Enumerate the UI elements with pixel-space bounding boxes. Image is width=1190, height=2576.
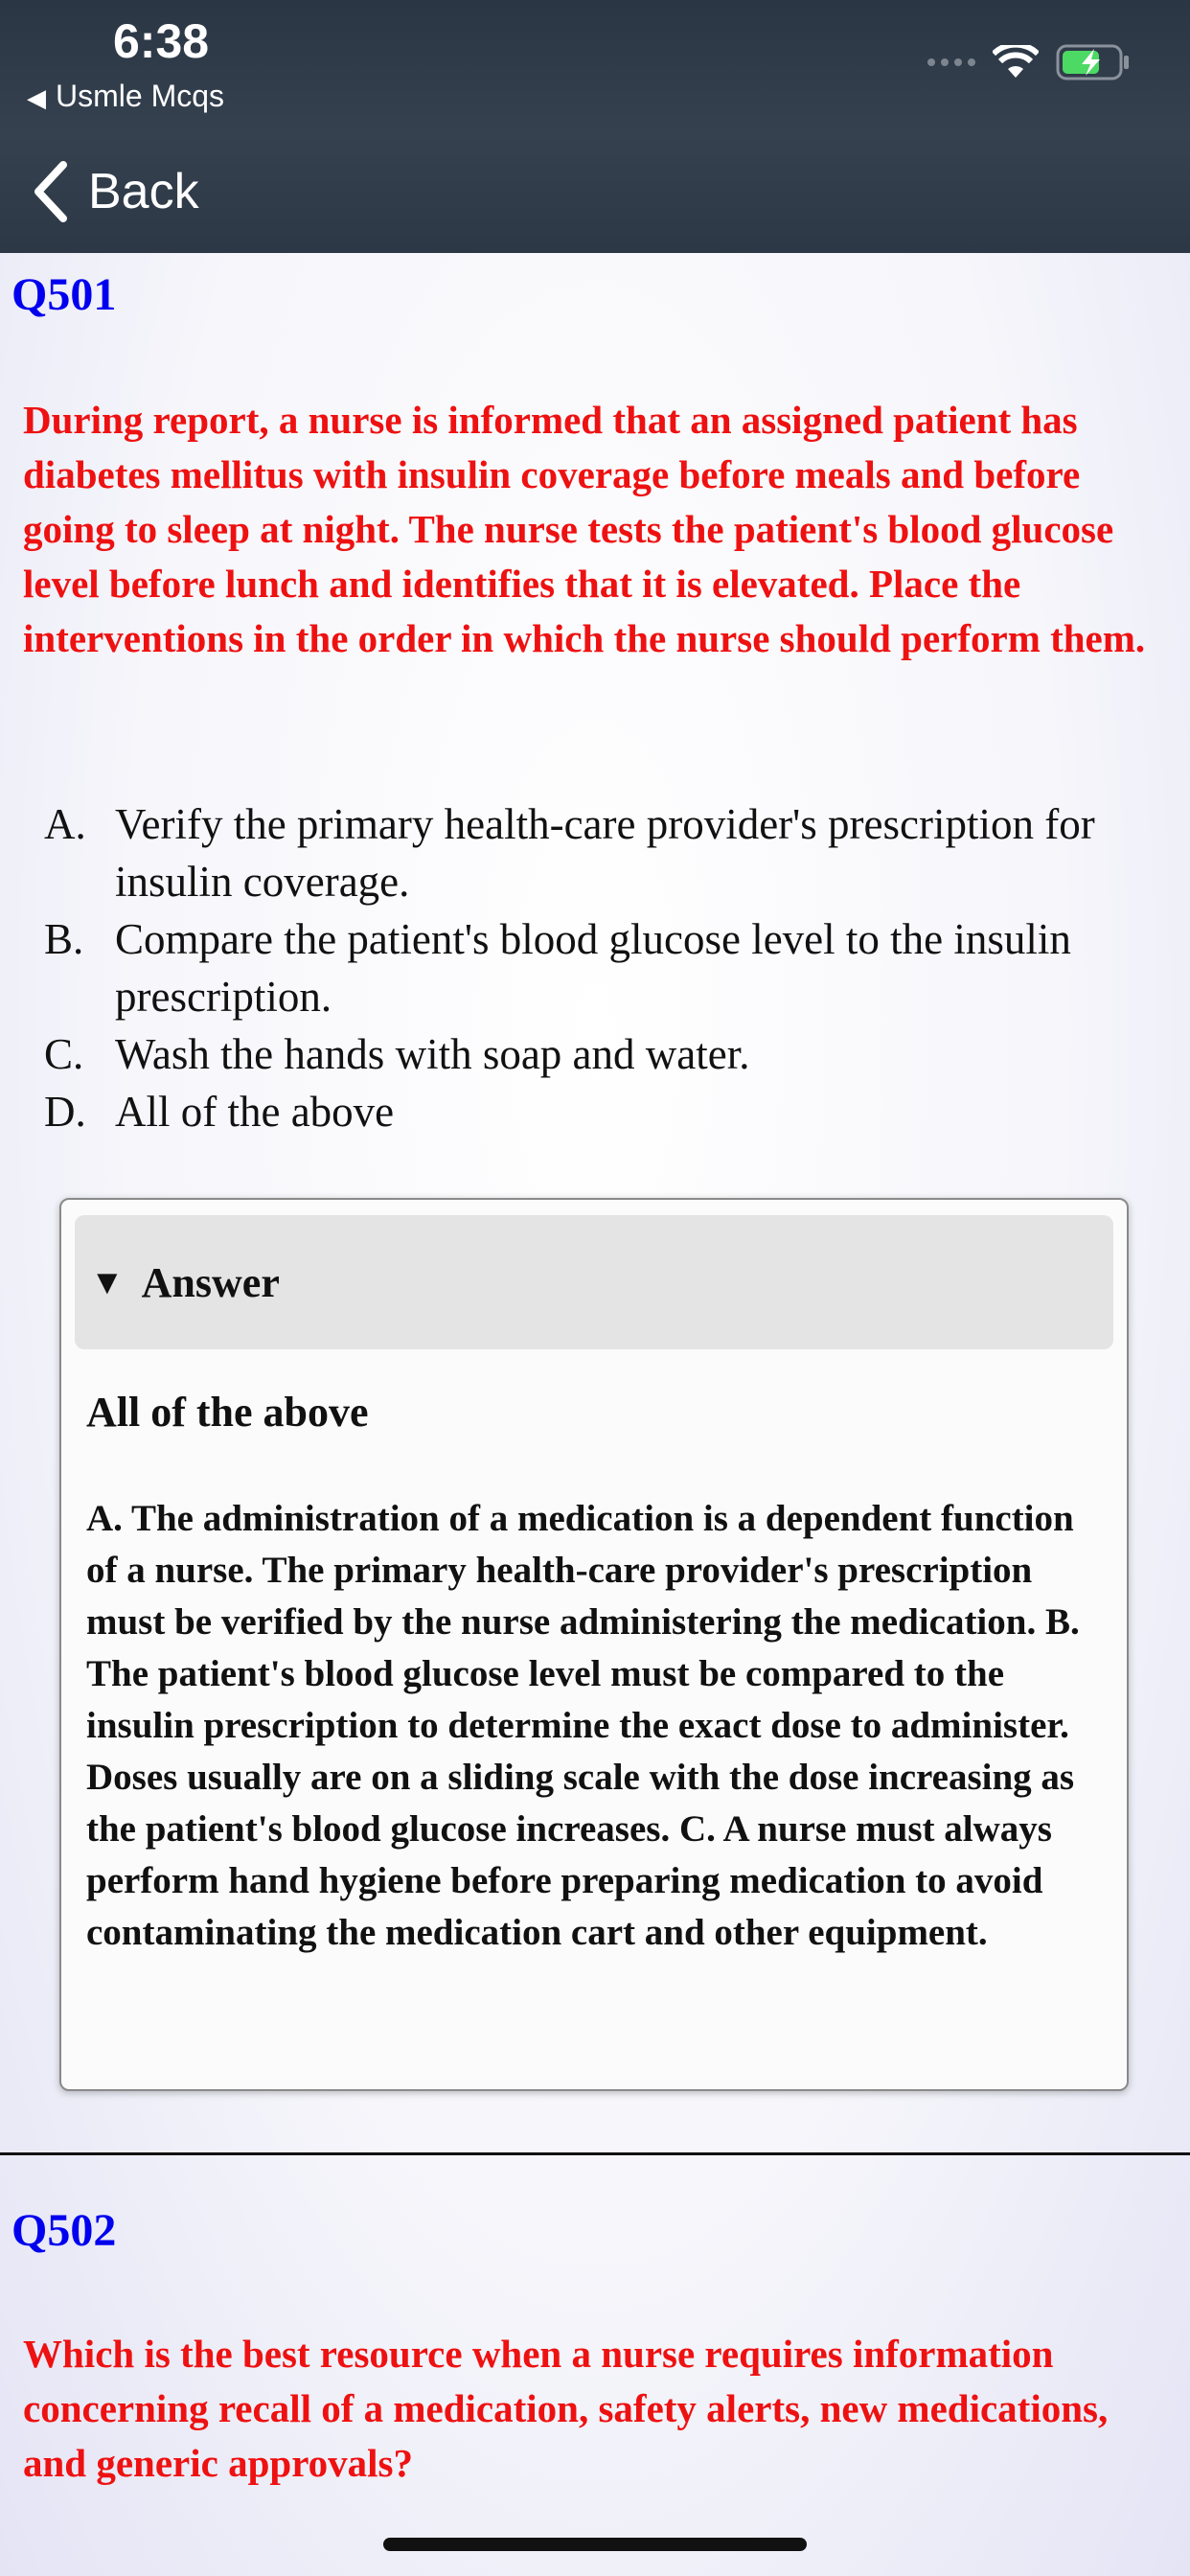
back-label: Back [88,164,199,219]
home-indicator[interactable] [383,2538,807,2551]
battery-charging-icon [1056,43,1133,81]
question-divider [0,2152,1190,2155]
chevron-left-icon [33,161,69,222]
question-id: Q501 [11,269,117,320]
answer-details [59,1198,1129,2091]
option-b: B. Compare the patient's blood glucose level to the insulin prescription. [44,915,1071,1021]
back-button[interactable] [33,153,199,230]
status-bar [0,0,1190,134]
answer-explanation: A. The administration of a medication is a dependent function of a nurse. The primary health-care provider's prescription must be verified by the nurse administering the medication. B. The patient's blood glucose level must be compared to the insulin prescription to determine the exact dose to administer. Doses usually are on a sliding scale with the dose increasing as the patient's blood glucose increases. C. A nurse must always perform hand hygiene before preparing medication to avoid contaminating the medication cart and other equipment. [86,1498,1080,1953]
correct-answer: All of the above [86,1389,369,1436]
option-d: D. All of the above [44,1088,395,1136]
signal-dots-icon [927,58,975,66]
question-text: During report, a nurse is informed that an assigned patient has diabetes mellitus with insulin coverage before meals and before going to sleep at night. The nurse tests the patient's blood glucose level before lunch and identifies that it is elevated. Place the interventions in the order in which the nurse should perform them. [23,398,1146,660]
back-app-label: Usmle Mcqs [56,79,225,113]
status-icons [927,38,1133,86]
back-triangle-icon: ◀ [27,83,46,112]
option-c: C. Wash the hands with soap and water. [44,1030,750,1078]
wifi-icon [993,45,1039,80]
status-time: 6:38 [113,14,210,68]
answer-toggle-label: Answer [141,1258,280,1306]
disclosure-triangle-icon: ▼ [90,1263,125,1301]
question-text: Which is the best resource when a nurse requires information concerning recall of a medication, safety alerts, new medications, and generic approvals? [23,2332,1109,2485]
answer-toggle[interactable] [75,1215,1113,1349]
options-list [44,795,1175,1140]
question-id: Q502 [11,2205,117,2256]
back-to-app-link[interactable] [27,79,224,114]
option-a: A. Verify the primary health-care provider's prescription for insulin coverage. [44,800,1095,906]
